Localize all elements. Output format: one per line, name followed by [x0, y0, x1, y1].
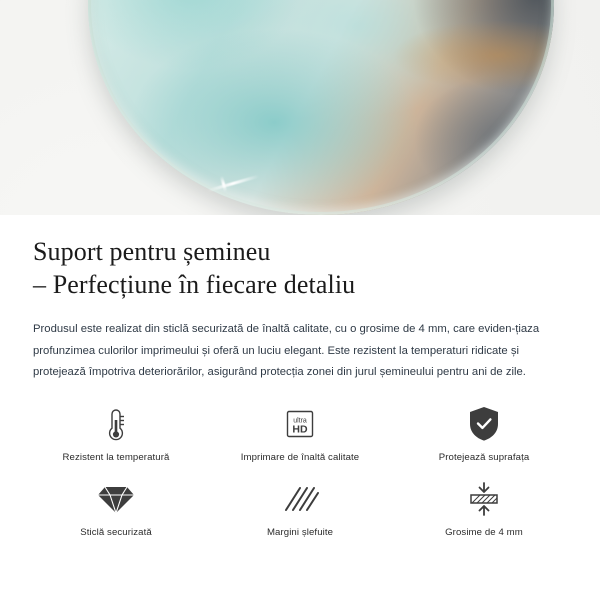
- page-title-line-2: – Perfecțiune în fiecare detaliu: [33, 270, 356, 299]
- feature-label: Margini șlefuite: [266, 526, 334, 538]
- thickness-4mm-icon: [464, 477, 504, 521]
- feature-label: Sticlă securizată: [80, 526, 152, 538]
- thermometer-icon: [101, 402, 131, 446]
- ultra-hd-icon: [280, 402, 320, 446]
- feature-item-thickness: [392, 477, 576, 538]
- feature-label: Grosime de 4 mm: [445, 526, 523, 538]
- page-title: [0, 215, 600, 301]
- feature-label: Protejează suprafața: [438, 451, 530, 463]
- page-title-line-1: Suport pentru șemineu: [33, 237, 271, 266]
- content-block: [0, 215, 600, 538]
- feature-item-surface-protection: [392, 402, 576, 463]
- feature-item-print-quality: [208, 402, 392, 463]
- polished-edges-icon: [280, 477, 320, 521]
- feature-item-polished-edges: [208, 477, 392, 538]
- feature-item-temperature: [24, 402, 208, 463]
- hero-image: [0, 0, 600, 215]
- feature-label: Rezistent la temperatură: [62, 451, 170, 463]
- svg-text:HD: HD: [292, 423, 308, 435]
- shield-check-icon: [466, 402, 502, 446]
- feature-label: Imprimare de înaltă calitate: [240, 451, 360, 463]
- feature-list: [0, 384, 600, 538]
- description-paragraph: Produsul este realizat din sticlă securizată de înaltă calitate, cu o grosime de 4 mm, care eviden-țiaza profunzimea culorilor imprimeului și oferă un luciu elegant. Este rezistent la temperaturi ridicate și protejează împotriva deteriorărilor, asigurând protecția zonei din jurul șemineului pentru ani de zile.: [33, 323, 540, 378]
- svg-text:ultra: ultra: [293, 417, 307, 425]
- feature-item-tempered-glass: [24, 477, 208, 538]
- diamond-icon: [95, 477, 137, 521]
